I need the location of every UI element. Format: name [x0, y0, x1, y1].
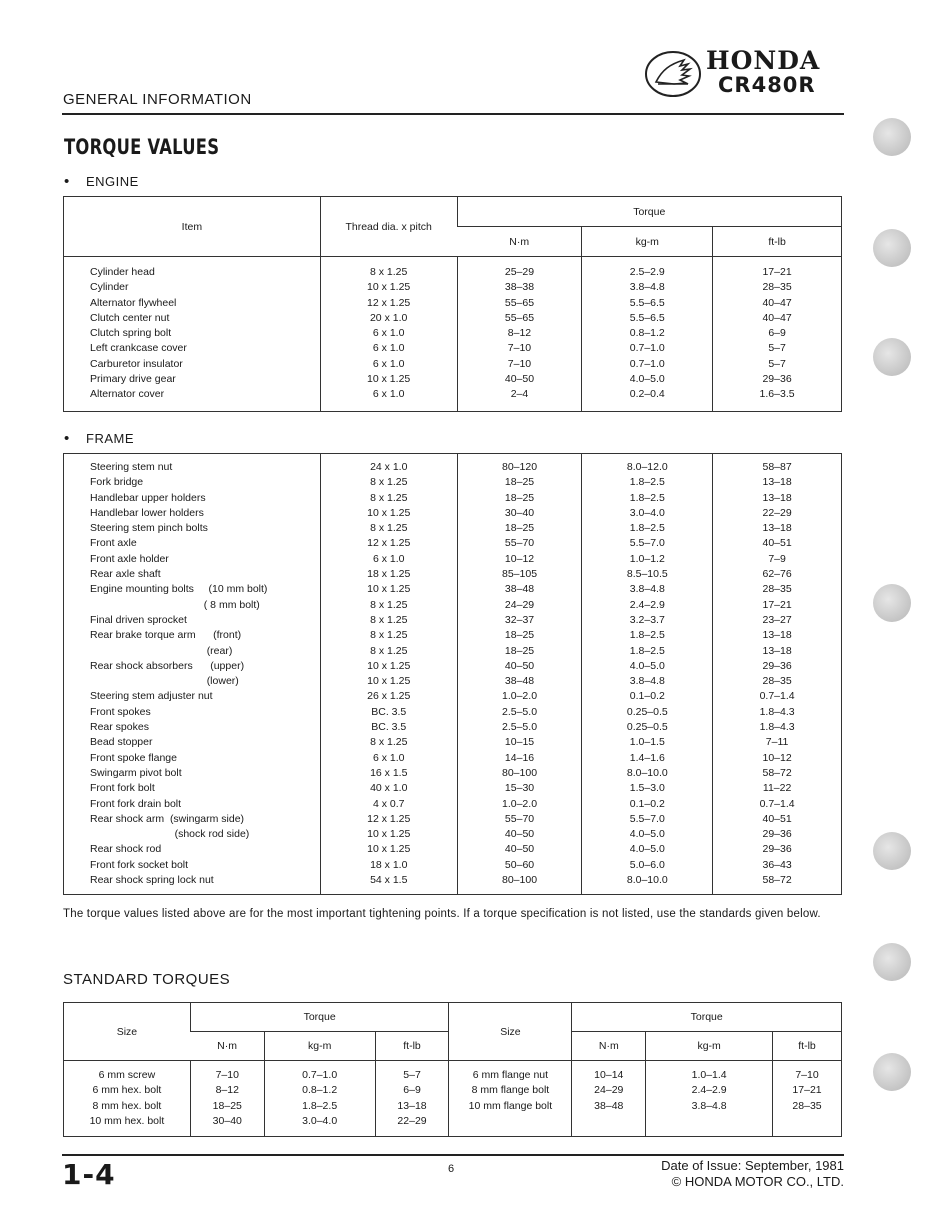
- cell-kgm: 5.0–6.0: [582, 858, 713, 873]
- cell-ftlb: 28–35: [713, 280, 842, 295]
- std-cell-left-size: 8 mm hex. bolt: [92, 1099, 162, 1112]
- cell-nm: 18–25: [457, 491, 582, 506]
- std-col-nm-left: N·m: [190, 1032, 264, 1061]
- cell-kgm: 8.0–10.0: [582, 873, 713, 888]
- model-name: CR480R: [718, 73, 816, 97]
- cell-thread: 10 x 1.25: [320, 659, 457, 674]
- cell-ftlb: 58–72: [713, 766, 842, 781]
- cell-thread: 6 x 1.0: [320, 552, 457, 567]
- honda-wing-logo: [644, 50, 702, 98]
- cell-thread: 8 x 1.25: [320, 598, 457, 613]
- cell-thread: 8 x 1.25: [320, 265, 457, 280]
- std-cell-right-size: 6 mm flange nut: [449, 1068, 572, 1083]
- table-row: [64, 766, 842, 781]
- cell-item: Handlebar lower holders: [90, 506, 204, 519]
- table-row: [64, 326, 842, 341]
- cell-item: Handlebar upper holders: [90, 491, 206, 504]
- cell-item: Front axle: [90, 537, 137, 550]
- cell-item: Primary drive gear: [90, 373, 176, 386]
- sheet-number: 6: [448, 1163, 455, 1175]
- cell-ftlb: 5–7: [713, 357, 842, 372]
- std-cell-right-size: 8 mm flange bolt: [449, 1083, 572, 1098]
- cell-nm: 80–100: [457, 873, 582, 888]
- page-number: 1-4: [62, 1158, 116, 1191]
- std-col-ftlb-right: ft-lb: [773, 1032, 842, 1061]
- cell-item: Carburetor insulator: [90, 357, 183, 370]
- cell-nm: 18–25: [457, 475, 582, 490]
- std-col-torque-left: Torque: [190, 1003, 449, 1032]
- col-ftlb: ft-lb: [713, 227, 842, 257]
- cell-ftlb: 40–47: [713, 311, 842, 326]
- cell-thread: 10 x 1.25: [320, 280, 457, 295]
- cell-item: Engine mounting bolts (10 mm bolt): [90, 583, 268, 596]
- cell-ftlb: 7–9: [713, 552, 842, 567]
- cell-kgm: 0.1–0.2: [582, 689, 713, 704]
- cell-item: Rear shock rod: [90, 843, 162, 856]
- table-row: [64, 296, 842, 311]
- cell-thread: 10 x 1.25: [320, 582, 457, 597]
- std-cell-left-ftlb: 5–7: [375, 1068, 449, 1083]
- cell-nm: 38–48: [457, 582, 582, 597]
- cell-kgm: 0.25–0.5: [582, 720, 713, 735]
- table-row: [64, 460, 842, 475]
- std-cell-left-nm: 7–10: [190, 1068, 264, 1083]
- std-cell-left-nm: 8–12: [190, 1083, 264, 1098]
- cell-nm: 55–70: [457, 812, 582, 827]
- std-cell-left-kgm: 1.8–2.5: [264, 1099, 375, 1114]
- cell-kgm: 3.2–3.7: [582, 613, 713, 628]
- table-row: [64, 598, 842, 613]
- cell-kgm: 8.5–10.5: [582, 567, 713, 582]
- std-cell-left-nm: 30–40: [190, 1114, 264, 1129]
- cell-nm: 18–25: [457, 628, 582, 643]
- cell-kgm: 8.0–10.0: [582, 766, 713, 781]
- cell-nm: 40–50: [457, 827, 582, 842]
- cell-item: Clutch spring bolt: [90, 327, 172, 340]
- cell-thread: 10 x 1.25: [320, 506, 457, 521]
- cell-thread: 24 x 1.0: [320, 460, 457, 475]
- cell-ftlb: 62–76: [713, 567, 842, 582]
- cell-kgm: 0.2–0.4: [582, 387, 713, 402]
- table-row: [64, 689, 842, 704]
- table-row: [64, 311, 842, 326]
- table-row: [64, 735, 842, 750]
- std-cell-right-size: 10 mm flange bolt: [449, 1099, 572, 1114]
- cell-kgm: 0.7–1.0: [582, 341, 713, 356]
- cell-ftlb: 10–12: [713, 751, 842, 766]
- brand-name: HONDA: [706, 46, 821, 75]
- std-col-torque-right: Torque: [572, 1003, 842, 1032]
- cell-thread: BC. 3.5: [320, 705, 457, 720]
- cell-item: Front fork drain bolt: [90, 797, 182, 810]
- cell-thread: 6 x 1.0: [320, 341, 457, 356]
- cell-ftlb: 40–51: [713, 536, 842, 551]
- cell-item: Alternator flywheel: [90, 296, 177, 309]
- cell-nm: 38–48: [457, 674, 582, 689]
- cell-ftlb: 0.7–1.4: [713, 689, 842, 704]
- cell-ftlb: 6–9: [713, 326, 842, 341]
- cell-nm: 2.5–5.0: [457, 705, 582, 720]
- table-row: [64, 475, 842, 490]
- cell-kgm: 0.25–0.5: [582, 705, 713, 720]
- table-row: [64, 280, 842, 295]
- cell-ftlb: 40–47: [713, 296, 842, 311]
- cell-nm: 38–38: [457, 280, 582, 295]
- cell-kgm: 1.8–2.5: [582, 644, 713, 659]
- std-cell-left-nm: 18–25: [190, 1099, 264, 1114]
- cell-item: ( 8 mm bolt): [90, 598, 260, 611]
- cell-thread: 8 x 1.25: [320, 491, 457, 506]
- cell-kgm: 2.5–2.9: [582, 265, 713, 280]
- binder-hole: [873, 943, 911, 981]
- cell-nm: 40–50: [457, 842, 582, 857]
- table-row: [64, 858, 842, 873]
- table-row: [64, 357, 842, 372]
- cell-ftlb: 1.8–4.3: [713, 720, 842, 735]
- table-row: [64, 781, 842, 796]
- table-row: [64, 842, 842, 857]
- cell-thread: 12 x 1.25: [320, 296, 457, 311]
- cell-thread: 6 x 1.0: [320, 751, 457, 766]
- cell-thread: 8 x 1.25: [320, 475, 457, 490]
- table-row: [64, 387, 842, 402]
- engine-label: • ENGINE: [64, 173, 139, 190]
- cell-ftlb: 40–51: [713, 812, 842, 827]
- cell-ftlb: 17–21: [713, 265, 842, 280]
- cell-item: Rear shock absorbers (upper): [90, 659, 245, 672]
- cell-thread: 6 x 1.0: [320, 387, 457, 402]
- cell-ftlb: 29–36: [713, 372, 842, 387]
- page-title: TORQUE VALUES: [64, 135, 220, 159]
- std-cell-left-ftlb: 13–18: [375, 1099, 449, 1114]
- table-row: [64, 720, 842, 735]
- col-kgm: kg-m: [582, 227, 713, 257]
- binder-hole: [873, 229, 911, 267]
- cell-item: (shock rod side): [90, 828, 250, 841]
- cell-kgm: 4.0–5.0: [582, 842, 713, 857]
- std-cell-right-nm: 24–29: [572, 1083, 646, 1098]
- cell-nm: 7–10: [457, 341, 582, 356]
- cell-kgm: 0.8–1.2: [582, 326, 713, 341]
- cell-ftlb: 36–43: [713, 858, 842, 873]
- cell-thread: 40 x 1.0: [320, 781, 457, 796]
- issue-date: Date of Issue: September, 1981: [661, 1158, 844, 1173]
- cell-ftlb: 1.8–4.3: [713, 705, 842, 720]
- table-row: [64, 1099, 842, 1114]
- std-cell-right-ftlb: 17–21: [773, 1083, 842, 1098]
- cell-item: Cylinder: [90, 281, 129, 294]
- std-col-nm-right: N·m: [572, 1032, 646, 1061]
- cell-nm: 7–10: [457, 357, 582, 372]
- cell-thread: 12 x 1.25: [320, 536, 457, 551]
- cell-item: Left crankcase cover: [90, 342, 187, 355]
- std-cell-left-size: 6 mm hex. bolt: [92, 1084, 162, 1097]
- cell-item: Final driven sprocket: [90, 613, 187, 626]
- cell-ftlb: 13–18: [713, 475, 842, 490]
- binder-hole: [873, 584, 911, 622]
- cell-ftlb: 11–22: [713, 781, 842, 796]
- cell-ftlb: 13–18: [713, 628, 842, 643]
- cell-ftlb: 29–36: [713, 842, 842, 857]
- cell-thread: 16 x 1.5: [320, 766, 457, 781]
- cell-kgm: 2.4–2.9: [582, 598, 713, 613]
- footer-rule: [62, 1154, 844, 1156]
- cell-kgm: 1.8–2.5: [582, 491, 713, 506]
- std-col-kgm-left: kg-m: [264, 1032, 375, 1061]
- cell-kgm: 8.0–12.0: [582, 460, 713, 475]
- cell-ftlb: 1.6–3.5: [713, 387, 842, 402]
- cell-item: Rear spokes: [90, 721, 149, 734]
- cell-nm: 24–29: [457, 598, 582, 613]
- cell-item: Bead stopper: [90, 736, 153, 749]
- cell-ftlb: 5–7: [713, 341, 842, 356]
- cell-kgm: 1.5–3.0: [582, 781, 713, 796]
- std-cell-left-size: 10 mm hex. bolt: [89, 1114, 165, 1127]
- table-row: [64, 372, 842, 387]
- binder-hole: [873, 338, 911, 376]
- std-cell-right-kgm: [646, 1114, 773, 1129]
- table-row: [64, 1083, 842, 1098]
- cell-thread: 18 x 1.0: [320, 858, 457, 873]
- cell-ftlb: 13–18: [713, 521, 842, 536]
- table-row: [64, 674, 842, 689]
- table-row: [64, 1114, 842, 1129]
- cell-item: Fork bridge: [90, 476, 144, 489]
- cell-thread: 12 x 1.25: [320, 812, 457, 827]
- cell-nm: 2–4: [457, 387, 582, 402]
- cell-nm: 30–40: [457, 506, 582, 521]
- cell-thread: 10 x 1.25: [320, 674, 457, 689]
- table-row: [64, 1068, 842, 1083]
- cell-ftlb: 28–35: [713, 582, 842, 597]
- cell-kgm: 1.8–2.5: [582, 521, 713, 536]
- std-col-size-right: Size: [449, 1003, 572, 1061]
- cell-nm: 55–70: [457, 536, 582, 551]
- cell-nm: 1.0–2.0: [457, 797, 582, 812]
- cell-thread: 20 x 1.0: [320, 311, 457, 326]
- cell-item: Clutch center nut: [90, 311, 170, 324]
- cell-kgm: 1.0–1.5: [582, 735, 713, 750]
- cell-item: Alternator cover: [90, 388, 165, 401]
- cell-ftlb: 28–35: [713, 674, 842, 689]
- cell-thread: 4 x 0.7: [320, 797, 457, 812]
- col-nm: N·m: [457, 227, 582, 257]
- cell-ftlb: 7–11: [713, 735, 842, 750]
- cell-kgm: 1.0–1.2: [582, 552, 713, 567]
- cell-item: Rear axle shaft: [90, 568, 161, 581]
- std-cell-right-ftlb: 7–10: [773, 1068, 842, 1083]
- cell-nm: 10–12: [457, 552, 582, 567]
- frame-label: • FRAME: [64, 430, 134, 447]
- cell-kgm: 5.5–7.0: [582, 536, 713, 551]
- cell-ftlb: 58–87: [713, 460, 842, 475]
- cell-ftlb: 13–18: [713, 491, 842, 506]
- cell-item: Front fork bolt: [90, 782, 155, 795]
- cell-item: Rear brake torque arm (front): [90, 629, 242, 642]
- table-row: [64, 659, 842, 674]
- cell-thread: 8 x 1.25: [320, 521, 457, 536]
- std-cell-left-kgm: 3.0–4.0: [264, 1114, 375, 1129]
- cell-thread: BC. 3.5: [320, 720, 457, 735]
- cell-nm: 2.5–5.0: [457, 720, 582, 735]
- std-cell-left-kgm: 0.8–1.2: [264, 1083, 375, 1098]
- cell-thread: 10 x 1.25: [320, 842, 457, 857]
- std-col-ftlb-left: ft-lb: [375, 1032, 449, 1061]
- table-row: [64, 644, 842, 659]
- std-cell-left-ftlb: 22–29: [375, 1114, 449, 1129]
- binder-hole: [873, 832, 911, 870]
- std-cell-left-ftlb: 6–9: [375, 1083, 449, 1098]
- section-heading: GENERAL INFORMATION: [63, 91, 252, 108]
- cell-kgm: 5.5–6.5: [582, 296, 713, 311]
- table-row: [64, 628, 842, 643]
- std-cell-right-ftlb: [773, 1114, 842, 1129]
- cell-item: Front fork socket bolt: [90, 858, 189, 871]
- cell-ftlb: 0.7–1.4: [713, 797, 842, 812]
- cell-kgm: 3.8–4.8: [582, 674, 713, 689]
- cell-nm: 25–29: [457, 265, 582, 280]
- table-row: [64, 751, 842, 766]
- std-cell-left-kgm: 0.7–1.0: [264, 1068, 375, 1083]
- cell-kgm: 0.1–0.2: [582, 797, 713, 812]
- standard-torques-table: [63, 1002, 842, 1137]
- std-cell-right-nm: 38–48: [572, 1099, 646, 1114]
- std-cell-right-kgm: 2.4–2.9: [646, 1083, 773, 1098]
- cell-item: (lower): [90, 675, 239, 688]
- cell-nm: 40–50: [457, 659, 582, 674]
- cell-item: Steering stem adjuster nut: [90, 690, 213, 703]
- cell-thread: 8 x 1.25: [320, 735, 457, 750]
- cell-nm: 55–65: [457, 296, 582, 311]
- cell-nm: 85–105: [457, 567, 582, 582]
- cell-ftlb: 13–18: [713, 644, 842, 659]
- cell-thread: 10 x 1.25: [320, 372, 457, 387]
- std-cell-right-kgm: 3.8–4.8: [646, 1099, 773, 1114]
- cell-ftlb: 58–72: [713, 873, 842, 888]
- binder-hole: [873, 118, 911, 156]
- table-row: [64, 536, 842, 551]
- cell-thread: 26 x 1.25: [320, 689, 457, 704]
- cell-nm: 18–25: [457, 644, 582, 659]
- std-cell-right-nm: 10–14: [572, 1068, 646, 1083]
- cell-ftlb: 29–36: [713, 659, 842, 674]
- cell-nm: 32–37: [457, 613, 582, 628]
- table-row: [64, 491, 842, 506]
- cell-thread: 6 x 1.0: [320, 357, 457, 372]
- cell-item: Rear shock spring lock nut: [90, 874, 214, 887]
- table-row: [64, 827, 842, 842]
- cell-nm: 40–50: [457, 372, 582, 387]
- cell-item: Front spoke flange: [90, 751, 177, 764]
- cell-thread: 54 x 1.5: [320, 873, 457, 888]
- cell-nm: 80–100: [457, 766, 582, 781]
- cell-kgm: 1.4–1.6: [582, 751, 713, 766]
- cell-item: Front axle holder: [90, 552, 169, 565]
- cell-kgm: 1.8–2.5: [582, 628, 713, 643]
- cell-kgm: 4.0–5.0: [582, 659, 713, 674]
- cell-nm: 50–60: [457, 858, 582, 873]
- cell-nm: 8–12: [457, 326, 582, 341]
- table-row: [64, 521, 842, 536]
- standard-torques-title: STANDARD TORQUES: [63, 971, 231, 988]
- table-row: [64, 812, 842, 827]
- engine-torque-table: [63, 196, 842, 412]
- binder-hole: [873, 1053, 911, 1091]
- cell-nm: 14–16: [457, 751, 582, 766]
- cell-item: Front spokes: [90, 705, 151, 718]
- cell-thread: 8 x 1.25: [320, 613, 457, 628]
- std-col-kgm-right: kg-m: [646, 1032, 773, 1061]
- cell-ftlb: 22–29: [713, 506, 842, 521]
- cell-ftlb: 17–21: [713, 598, 842, 613]
- std-cell-right-size: [449, 1114, 572, 1129]
- table-row: [64, 582, 842, 597]
- cell-kgm: 4.0–5.0: [582, 827, 713, 842]
- std-cell-right-kgm: 1.0–1.4: [646, 1068, 773, 1083]
- cell-thread: 8 x 1.25: [320, 628, 457, 643]
- cell-kgm: 3.8–4.8: [582, 582, 713, 597]
- cell-item: Cylinder head: [90, 266, 155, 278]
- table-row: [64, 705, 842, 720]
- copyright: © HONDA MOTOR CO., LTD.: [671, 1174, 844, 1189]
- cell-ftlb: 23–27: [713, 613, 842, 628]
- cell-thread: 10 x 1.25: [320, 827, 457, 842]
- cell-kgm: 3.8–4.8: [582, 280, 713, 295]
- cell-item: Swingarm pivot bolt: [90, 766, 182, 779]
- table-row: [64, 265, 842, 280]
- std-cell-left-size: 6 mm screw: [98, 1069, 156, 1081]
- table-row: [64, 506, 842, 521]
- cell-item: Rear shock arm (swingarm side): [90, 812, 245, 825]
- header-rule: [62, 113, 844, 115]
- cell-nm: 1.0–2.0: [457, 689, 582, 704]
- cell-nm: 15–30: [457, 781, 582, 796]
- cell-thread: 18 x 1.25: [320, 567, 457, 582]
- cell-item: Steering stem pinch bolts: [90, 522, 208, 535]
- std-col-size-left: Size: [64, 1003, 191, 1061]
- cell-kgm: 3.0–4.0: [582, 506, 713, 521]
- torque-note: The torque values listed above are for the most important tightening points. If a torque specification is not listed, use the standards given below.: [63, 908, 821, 920]
- table-row: [64, 873, 842, 888]
- std-cell-right-ftlb: 28–35: [773, 1099, 842, 1114]
- cell-nm: 55–65: [457, 311, 582, 326]
- col-item: Item: [64, 197, 321, 257]
- cell-kgm: 5.5–6.5: [582, 311, 713, 326]
- cell-thread: 8 x 1.25: [320, 644, 457, 659]
- table-row: [64, 567, 842, 582]
- table-row: [64, 613, 842, 628]
- col-torque: Torque: [457, 197, 841, 227]
- table-row: [64, 552, 842, 567]
- cell-kgm: 1.8–2.5: [582, 475, 713, 490]
- cell-item: Steering stem nut: [90, 461, 173, 473]
- cell-thread: 6 x 1.0: [320, 326, 457, 341]
- std-cell-right-nm: [572, 1114, 646, 1129]
- table-row: [64, 341, 842, 356]
- cell-ftlb: 29–36: [713, 827, 842, 842]
- cell-kgm: 0.7–1.0: [582, 357, 713, 372]
- cell-nm: 18–25: [457, 521, 582, 536]
- frame-torque-table: [63, 453, 842, 895]
- cell-kgm: 4.0–5.0: [582, 372, 713, 387]
- table-row: [64, 797, 842, 812]
- cell-item: (rear): [90, 644, 233, 657]
- col-thread: Thread dia. x pitch: [320, 197, 457, 257]
- cell-kgm: 5.5–7.0: [582, 812, 713, 827]
- cell-nm: 10–15: [457, 735, 582, 750]
- cell-nm: 80–120: [457, 460, 582, 475]
